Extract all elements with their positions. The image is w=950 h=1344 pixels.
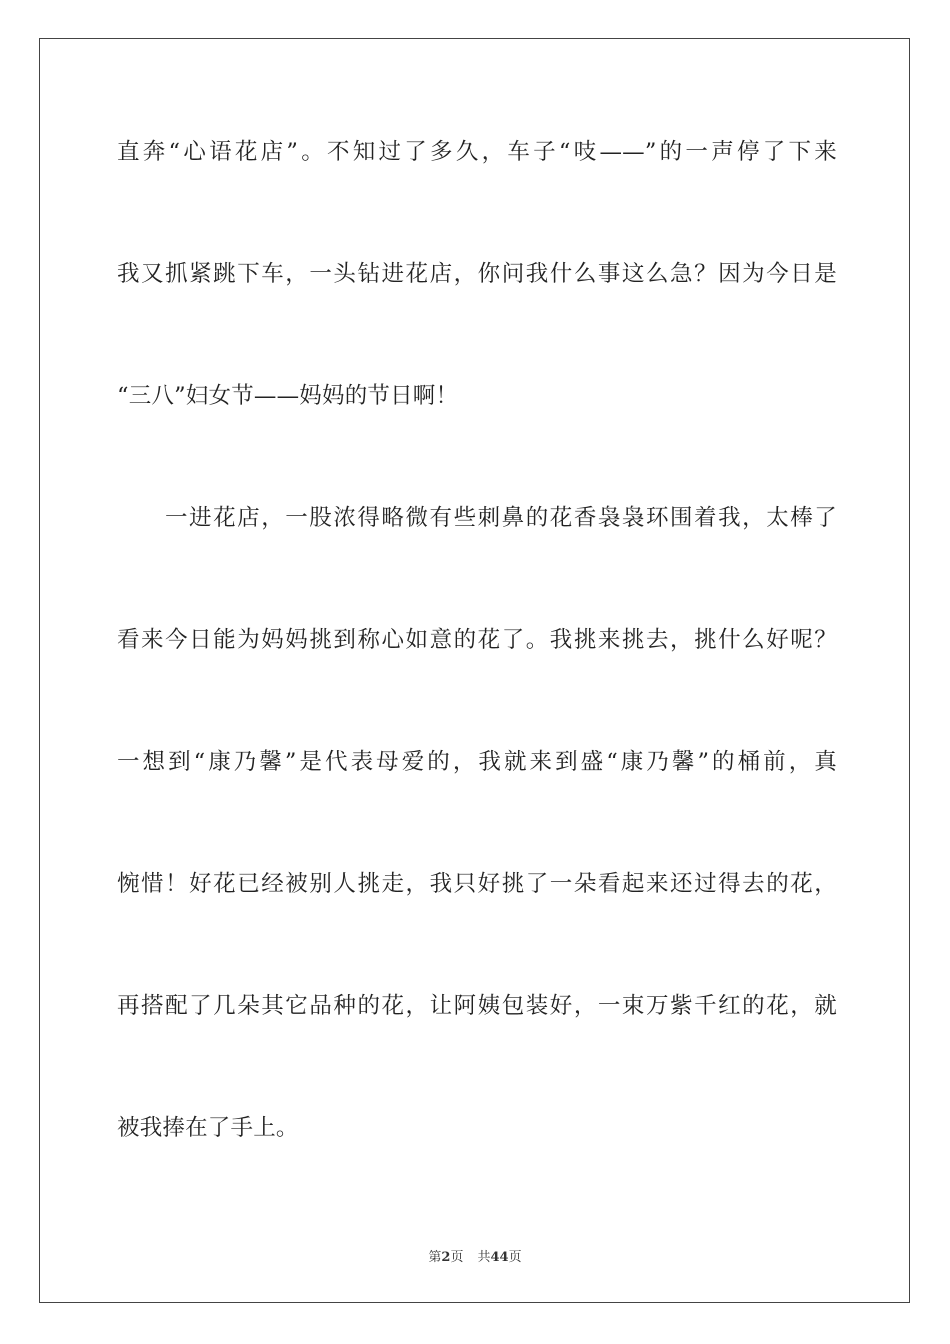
text-line-5: 看来今日能为妈妈挑到称心如意的花了。我挑来挑去，挑什么好呢？ [117, 627, 837, 653]
total-suffix: 页 [508, 1250, 522, 1265]
page-suffix: 页 [450, 1250, 464, 1265]
text-line-8: 再搭配了几朵其它品种的花，让阿姨包装好，一束万紫千红的花，就 [117, 993, 837, 1019]
text-line-2: 我又抓紧跳下车，一头钻进花店，你问我什么事这么急？因为今日是 [117, 261, 837, 287]
document-body [117, 120, 837, 1218]
page-number: 2 [441, 1250, 451, 1265]
text-line-3: “三八”妇女节——妈妈的节日啊！ [117, 383, 459, 409]
text-line-1: 直奔“心语花店”。不知过了多久，车子“吱——”的一声停了下来 [117, 139, 837, 165]
total-pages: 44 [490, 1250, 509, 1265]
text-line-9: 被我捧在了手上。 [117, 1115, 299, 1141]
text-line-4: 一进花店，一股浓得略微有些刺鼻的花香袅袅环围着我，太棒了 [165, 505, 837, 531]
total-prefix: 共 [477, 1250, 491, 1265]
text-line-7: 惋惜！好花已经被别人挑走，我只好挑了一朵看起来还过得去的花， [117, 871, 837, 897]
page-prefix: 第 [428, 1250, 442, 1265]
page-footer [0, 1246, 950, 1265]
text-line-6: 一想到“康乃馨”是代表母爱的，我就来到盛“康乃馨”的桶前，真 [117, 749, 837, 775]
